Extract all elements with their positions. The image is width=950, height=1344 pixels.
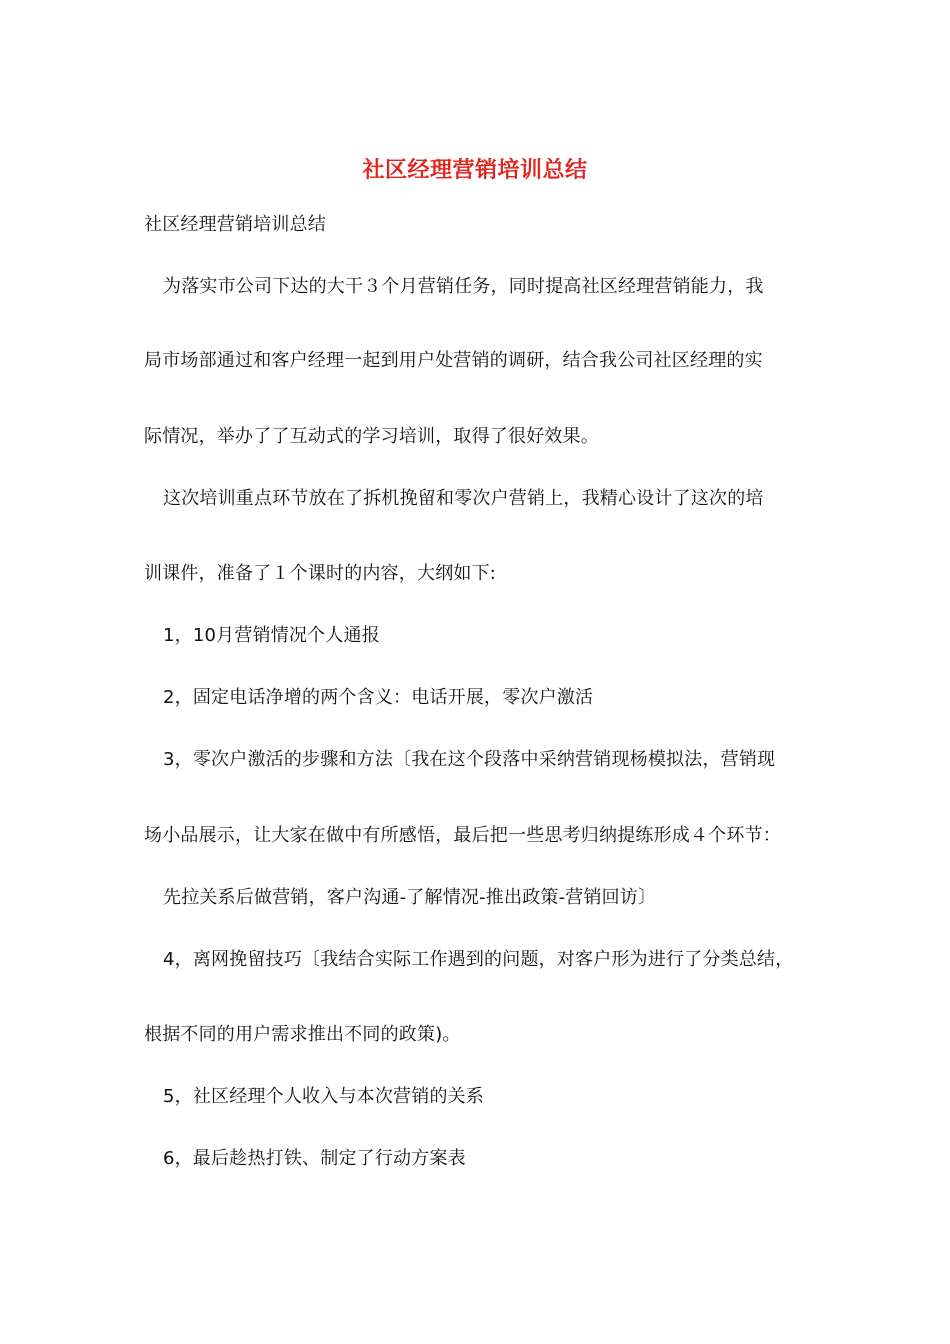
outline-item: 4，离网挽留技巧〔我结合实际工作遇到的问题，对客户形为进行了分类总结， (163, 949, 794, 970)
paragraph-line: 场小品展示，让大家在做中有所感悟，最后把一些思考归纳提练形成４个环节： (144, 825, 781, 846)
paragraph-line: 局市场部通过和客户经理一起到用户处营销的调研，结合我公司社区经理的实 (144, 350, 763, 371)
subtitle-line: 社区经理营销培训总结 (144, 214, 326, 235)
outline-item: 1，10月营销情况个人通报 (163, 625, 380, 646)
document-title: 社区经理营销培训总结 (362, 158, 588, 183)
paragraph-line: 根据不同的用户需求推出不同的政策)。 (144, 1024, 461, 1045)
outline-item: 6，最后趁热打铁、制定了行动方案表 (163, 1148, 466, 1169)
paragraph-line: 训课件，准备了１个课时的内容，大纲如下: (144, 563, 497, 584)
paragraph-line: 先拉关系后做营销，客户沟通-了解情况-推出政策-营销回访〕 (163, 887, 657, 908)
outline-item: 5，社区经理个人收入与本次营销的关系 (163, 1086, 485, 1107)
paragraph-line: 这次培训重点环节放在了拆机挽留和零次户营销上，我精心设计了这次的培 (163, 488, 764, 509)
paragraph-line: 为落实市公司下达的大干３个月营销任务，同时提高社区经理营销能力，我 (163, 276, 764, 297)
outline-item: 3，零次户激活的步骤和方法〔我在这个段落中采纳营销现杨模拟法，营销现 (163, 749, 776, 770)
paragraph-line: 际情况，举办了了互动式的学习培训，取得了很好效果。 (144, 426, 599, 447)
outline-item: 2，固定电话净增的两个含义：电话开展，零次户激活 (163, 687, 594, 708)
